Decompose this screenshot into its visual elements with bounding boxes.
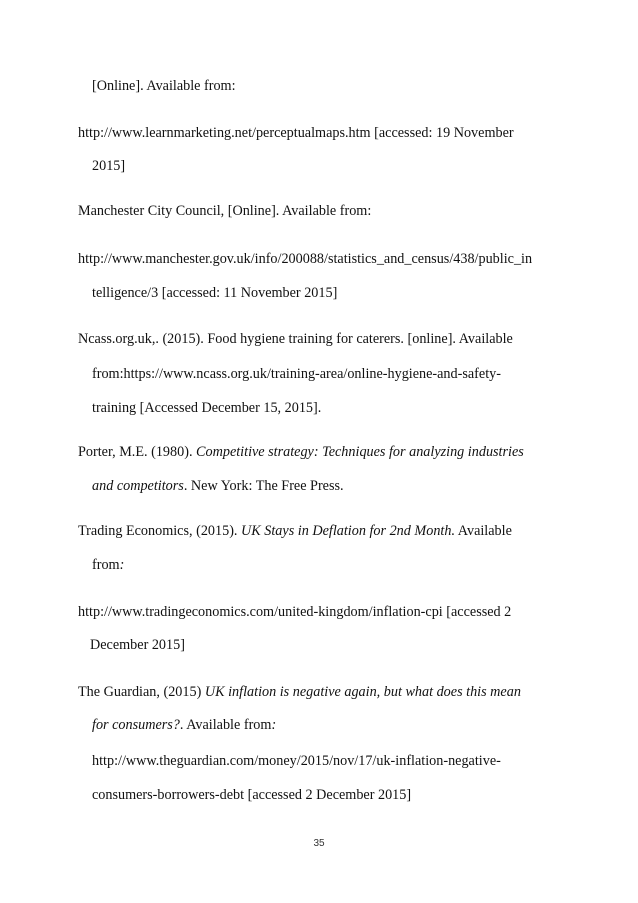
reference-text: The Guardian, (2015) [78, 684, 205, 700]
reference-text: Available [455, 523, 512, 539]
reference-line [78, 443, 524, 461]
reference-title-italic: UK Stays in Deflation for 2nd Month. [241, 523, 456, 539]
reference-line [92, 77, 236, 95]
reference-line [90, 636, 185, 654]
reference-text: 2015] [92, 158, 126, 174]
reference-text: Porter, M.E. (1980). [78, 444, 197, 460]
reference-text: from:https://www.ncass.org.uk/training-area/online-hygiene-and-safety- [92, 366, 501, 382]
reference-line [92, 157, 125, 175]
reference-line [78, 683, 521, 701]
reference-line [92, 399, 321, 417]
reference-title-italic: for consumers? [92, 717, 180, 733]
reference-text: December 2015] [90, 637, 185, 653]
reference-text: http://www.manchester.gov.uk/info/200088/statistics_and_census/438/public_in [78, 251, 533, 267]
reference-line [92, 786, 411, 804]
reference-line [78, 202, 371, 220]
reference-title-italic: and competitors [92, 478, 184, 494]
reference-line [92, 752, 501, 770]
reference-title-italic: : [119, 557, 125, 573]
reference-text: Ncass.org.uk,. (2015). Food hygiene training for caterers. [online]. Available [78, 331, 513, 347]
reference-text: Trading Economics, (2015). [78, 523, 242, 539]
reference-text: . Available from [179, 717, 272, 733]
reference-text: Manchester City Council, [Online]. Available from: [78, 203, 372, 219]
reference-line [92, 477, 344, 495]
reference-text: training [Accessed December 15, 2015]. [92, 400, 322, 416]
reference-text: telligence/3 [accessed: 11 November 2015] [92, 285, 338, 301]
reference-text: http://www.theguardian.com/money/2015/nov/17/uk-inflation-negative- [92, 753, 501, 769]
reference-text: . New York: The Free Press. [183, 478, 344, 494]
reference-line [92, 556, 124, 574]
reference-line [78, 603, 511, 621]
reference-text: from [92, 557, 120, 573]
reference-line [92, 365, 501, 383]
reference-title-italic: : [271, 717, 277, 733]
reference-title-italic: UK inflation is negative again, but what does this mean [204, 684, 521, 700]
reference-title-italic: Competitive strategy: Techniques for analyzing industries [196, 444, 524, 460]
reference-line [92, 284, 337, 302]
reference-line [78, 522, 512, 540]
reference-line [78, 330, 513, 348]
reference-text: consumers-borrowers-debt [accessed 2 December 2015] [92, 787, 412, 803]
page-number: 35 [313, 838, 325, 849]
reference-line [92, 716, 276, 734]
reference-text: http://www.learnmarketing.net/perceptualmaps.htm [accessed: 19 November [78, 125, 514, 141]
reference-text: [Online]. Available from: [92, 78, 236, 94]
reference-text: http://www.tradingeconomics.com/united-kingdom/inflation-cpi [accessed 2 [78, 604, 512, 620]
reference-line [78, 250, 532, 268]
reference-line [78, 124, 514, 142]
